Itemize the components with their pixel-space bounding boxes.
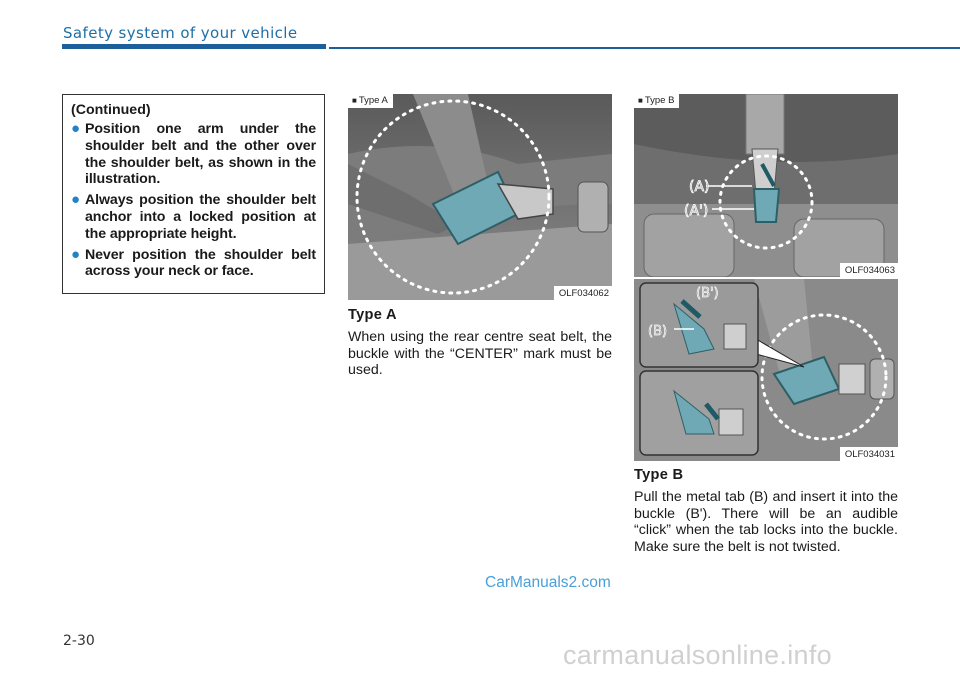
figure-label-text: Type B [644,95,675,106]
header-rule-thin [329,47,960,49]
warning-list [71,121,316,280]
section-title: Safety system of your vehicle [63,24,298,42]
page-number: 2-30 [63,633,95,649]
warning-box [62,94,325,294]
type-a-paragraph: When using the rear centre seat belt, the buckle with the “CENTER” mark must be used. [348,329,612,379]
footer-watermark: carmanualsonline.info [563,640,832,670]
warning-item [71,121,316,188]
figure-type-b-bottom [634,279,898,461]
figure-label-text: Type A [358,95,388,106]
warning-item [71,247,316,281]
callout-b-prime: (B') [696,286,719,301]
warning-item [71,192,316,242]
seatbelt-type-b-illustration [634,94,898,277]
callout-a: (A) [689,179,710,195]
figure-code: OLF034062 [554,286,612,300]
type-b-heading: Type B [634,467,684,483]
warning-title: (Continued) [71,102,151,118]
figure-label [348,94,393,108]
type-b-paragraph: Pull the metal tab (B) and insert it into the buckle (B'). There will be an audible “click” when the tab locks into the buckle. Make sure the belt is not twisted. [634,489,898,555]
warning-item-text: Never position the shoulder belt across your neck or face. [85,246,316,280]
callout-a-prime: (A') [684,203,709,219]
seatbelt-type-a-illustration [348,94,612,300]
type-a-heading: Type A [348,307,397,323]
header-rule-thick [62,44,326,49]
bullet-icon: ● [71,245,80,263]
warning-item-text: Always position the shoulder belt anchor into a locked position at the appropriate height. [85,192,316,242]
callout-b: (B) [648,324,668,339]
bullet-icon: ● [71,120,80,137]
warning-item-text: Position one arm under the shoulder belt and the other over the shoulder belt, as shown in the illustration. [85,121,316,188]
watermark-link[interactable]: CarManuals2.com [485,574,611,591]
figure-type-b-top [634,94,898,277]
seatbelt-buckle-closeup-illustration [634,279,898,461]
square-icon: ■ [352,96,357,105]
bullet-icon: ● [71,191,80,209]
figure-code: OLF034031 [840,447,898,461]
figure-code: OLF034063 [840,263,898,277]
square-icon: ■ [638,96,643,105]
figure-type-a [348,94,612,300]
figure-label [634,94,679,108]
